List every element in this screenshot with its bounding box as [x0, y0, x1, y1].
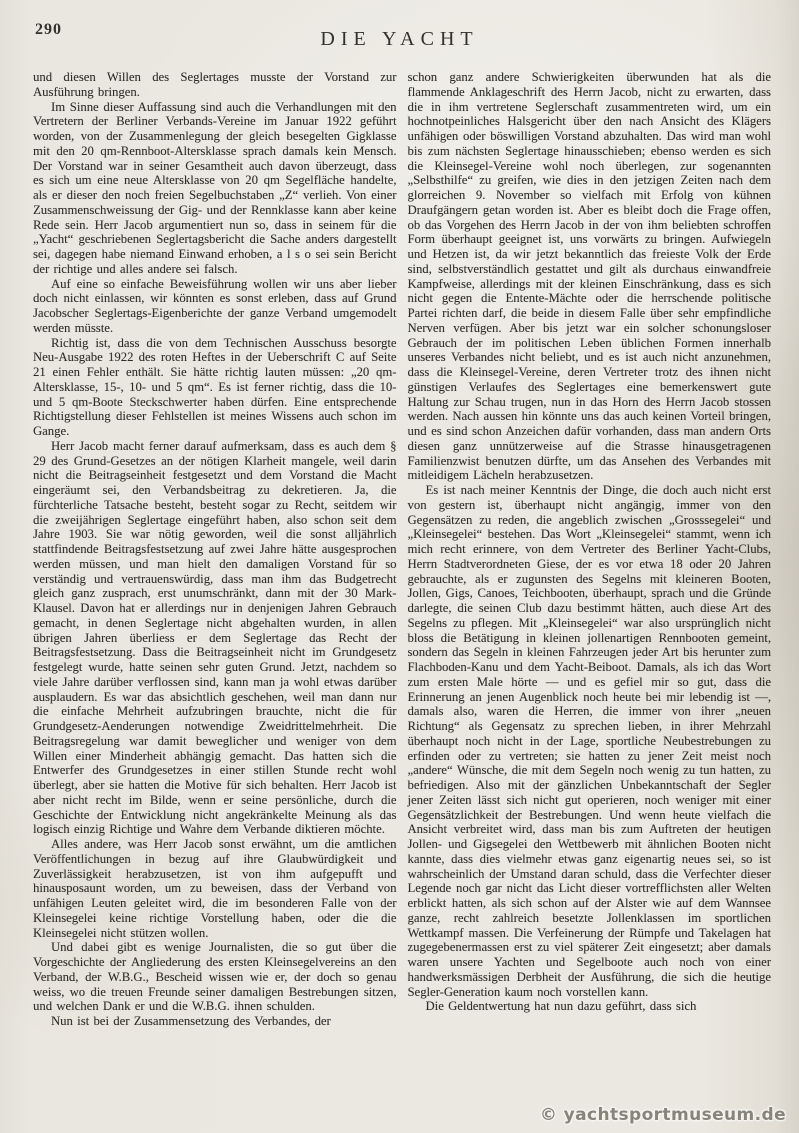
paragraph: Richtig ist, dass die von dem Technischen Ausschuss besorgte Neu-Ausgabe 1922 des roten Heftes in der Ueberschrift C auf Seite 21 einen Fehler enthält. Sie hätte richtig lauten müssen: „20 qm-Altersklasse, 15-, 10- und 5 qm“. Es ist ferner richtig, dass die 10- und 5 qm-Boote Steckschwerter haben dürfen. Eine entsprechende Richtigstellung dieser Fehlstellen ist meines Wissens auch schon im Gange.: [33, 335, 397, 438]
page-header: [0, 0, 799, 70]
paragraph: und diesen Willen des Seglertages musste der Vorstand zur Ausführung bringen.: [33, 70, 397, 99]
page-number: 290: [35, 21, 62, 38]
paragraph: Herr Jacob macht ferner darauf aufmerksam, dass es auch dem § 29 des Grund-Gesetzes an der nötigen Klarheit mangele, weil darin nicht die Beitragseinheit festgesetzt und dem Vorstand die Macht eingeräumt sei, den Verbandsbeitrag zu dekretieren. Ja, die fürchterliche Tatsache besteht, besteht sogar zu Recht, seitdem wir die zweijährigen Seglertage eingeführt haben, also schon seit dem Jahre 1903. Sie war nötig geworden, weil die sonst alljährlich stattfindende Beitragsfestsetzung auf zwei Jahre hätte ausgesprochen werden müssen, und man hielt den damaligen Vorstand für so verständig und vertrauenswürdig, dass man ihm das Budgetrecht gleich ganz zusprach, erst unumschränkt, dann mit der 30 Mark-Klausel. Davon hat er allerdings nur in denjenigen Jahren Gebrauch gemacht, in denen Seglertage nicht abgehalten wurden, in allen übrigen Jahren überliess er dem Seglertage das Recht der Beitragsfestsetzung. Dass die Beitragseinheit nicht im Grundgesetz festgelegt wurde, hatte seinen sehr guten Grund. Jetzt, nachdem so viele Jahre darüber verflossen sind, kann man ja wohl etwas darüber ausplaudern. Es war das absichtlich geschehen, weil man dann nur die einfache Mehrheit aufzubringen brauchte, nicht die für Grundgesetz-Aenderungen notwendige Zweidrittelmehrheit. Die Beitragsregelung war damit beweglicher und weniger von dem Willen einer Minderheit abhängig gemacht. Das hatten sich die Entwerfer des Grundgesetzes in einer stillen Stunde recht wohl überlegt, aber sie hatten die Motive für sich behalten. Herr Jacob ist aber nicht recht im Bilde, wenn er seine persönliche, durch die Geschichte der Entwicklung nicht angekränkelte Meinung als das logisch einzig Richtige und Wahre dem Verbande diktieren möchte.: [33, 438, 397, 837]
paragraph: Nun ist bei der Zusammensetzung des Verbandes, der: [51, 1014, 331, 1028]
paragraph: schon ganz andere Schwierigkeiten überwunden hat als die flammende Anklageschrift des Herrn Jacob, nicht zu erwarten, dass die in ihm vertretene Seglerschaft zusammentreten wird, um ein hochnotpeinliches Halsgericht über den nach Ansicht des Klägers unfähigen oder böswilligen Vorstand abzuhalten. Das wird man wohl bis zum nächsten Seglertage hinausschieben; ebenso werden es sich die Kleinsegel-Vereine wohl noch überlegen, zur sogenannten „Selbsthilfe“ zu greifen, wie dies in den jetzigen Zeiten nach dem glorreichen 9. November so vielfach mit Erfolg von kühnen Draufgängern getan worden ist. Aber es bleibt doch die Frage offen, ob das Vorgehen des Herrn Jacob in der von ihm beliebten schroffen Form überhaupt geeignet ist, uns vorwärts zu bringen. Aufwiegeln und Hetzen ist, da wir jetzt bekanntlich das freieste Volk der Erde sind, selbstverständlich gestattet und gilt als durchaus einwandfreie Kampfweise, allerdings mit der kleinen Einschränkung, dass es sich nicht gegen die Entente-Mächte oder die herrschende politische Partei richten darf, die beide in diesem Falle über sehr empfindliche Nerven verfügen. Aber bis jetzt war ein solcher schonungsloser Gebrauch der im politischen Leben üblichen Formen innerhalb unseres Verbandes nicht beliebt, und es ist auch nicht anzunehmen, dass die Kleinsegel-Vereine, deren Vertreter trotz des ihnen nicht günstigen Verlaufes des Seglertages eine bemerkenswert gute Haltung zur Schau trugen, nun in das Horn des Herrn Jacob stossen werden. Nach aussen hin könnte uns das auch keinen Vorteil bringen, und es sind schon Anzeichen dafür vorhanden, dass man andern Orts diesen ganz unnützerweise auf die Strasse hinausgetragenen Familienzwist benutzen dürfte, um das Ansehen des Verbandes mit mitleidigem Lächeln herabzusetzen.: [407, 70, 771, 483]
paragraph: Und dabei gibt es wenige Journalisten, die so gut über die Vorgeschichte der Angliederung des ersten Kleinsegelvereins an den Verband, der W.B.G., Bescheid wissen wie er, der doch so genau weiss, wo die treuen Freunde seiner damaligen Bestrebungen sitzen, und welchen Dank er und die W.B.G. ihnen schulden.: [33, 940, 397, 1014]
paragraph: Es ist nach meiner Kenntnis der Dinge, die doch auch nicht erst von gestern ist, überhaupt nicht angängig, immer von den Gegensätzen zu reden, die angeblich zwischen „Grosssegelei“ und „Kleinsegelei“ bestehen. Das Wort „Kleinsegelei“ stammt, wenn ich mich recht erinnere, von dem Vertreter des Berliner Yacht-Clubs, Herrn Stadtverordneten Giese, der es vor etwa 18 oder 20 Jahren gebrauchte, als er zugunsten des Segelns mit kleineren Booten, Jollen, Gigs, Canoes, Teichbooten, überhaupt, sprach und die Gründe darlegte, die seinen Club dazu bestimmt hätten, auch diese Art des Segelns zu pflegen. Mit „Kleinsegelei“ war also ursprünglich nicht bloss die Betätigung in kleinen jollenartigen Rennbooten gemeint, sondern das Segeln in kleinen Fahrzeugen jeder Art bis herunter zum Flachboden-Kanu und dem Yacht-Beiboot. Damals, als ich das Wort zum ersten Male hörte — und es gefiel mir so gut, dass die Erinnerung an jenen Augenblick noch heute bei mir lebendig ist —, damals also, waren die Herren, die immer von ihrer „neuen Richtung“ als Gegensatz zu sprechen lieben, in ihrer Mehrzahl überhaupt noch nicht in der Lage, sportliche Neubestrebungen zu erfinden oder zu vertreten; sie hatten zu jener Zeit meist noch „andere“ Wünsche, die mit dem Segeln noch wenig zu tun hatten, zu befriedigen. Also mit der gänzlichen Unbekanntschaft der Segler jener Zeiten lässt sich nicht gut operieren, noch weniger mit einer Gegensätzlichkeit der Bestrebungen. Und wenn heute vielfach die Ansicht verbreitet wird, dass man bis zum Auftreten der heutigen Jollen- und Gigsegelei den Wettbewerb mit ähnlichen Booten nicht kannte, dass dies vielmehr etwas ganz eigenartig neues sei, so ist wahrscheinlich der Umstand daran schuld, dass die Verfechter dieser Legende noch gar nicht das Licht dieser vortrefflichsten aller Welten erblickt hatten, als sich schon auf der Alster wie auf dem Wannsee ganze, recht zahlreich besetzte Jollenklassen im sportlichen Wettkampf massen. Die Verfeinerung der Rümpfe und Takelagen hat zugegebenermassen erst zu viel späterer Zeit eingesetzt; aber damals waren unsere Yachten und Segelboote auch noch von einer handwerksmässigen Derbheit der Ausführung, die sich die heutige Segler-Generation kaum noch vorstellen kann.: [407, 483, 771, 999]
column-right: [408, 70, 772, 1029]
magazine-title: DIE YACHT: [320, 28, 479, 50]
paragraph: Alles andere, was Herr Jacob sonst erwähnt, um die amtlichen Veröffentlichungen in bezug auf ihre Glaubwürdigkeit und Zuverlässigkeit herabzusetzen, ist von ihm aufgepufft und hinausposaunt worden, um zu beweisen, dass der Verband von unfähigen Leuten geleitet wird, die im besonderen Falle von der Kleinsegelei keine richtige Vorstellung haben, oder die die Kleinsegelei nicht stützen wollen.: [33, 837, 397, 940]
paragraph: Auf eine so einfache Beweisführung wollen wir uns aber lieber doch nicht einlassen, wir könnten es sonst erleben, dass auf Grund Jacobscher Seglertags-Eigenberichte der ganze Verband umgemodelt werden müsste.: [33, 276, 397, 335]
paragraph: Im Sinne dieser Auffassung sind auch die Verhandlungen mit den Vertretern der Berliner Verbands-Vereine im Januar 1922 geführt worden, von der Zusammenlegung der gleich besegelten Gigklasse mit den 20 qm-Rennboot-Altersklasse sprach damals kein Mensch. Der Vorstand war in seiner Gesamtheit auch davon überzeugt, dass es sich um eine neue Altersklasse von 20 qm Segelfläche handelte, als er dieser den noch freien Segelbuchstaben „Z“ verlieh. Von einer Zusammenschweissung der Gig- und der Rennklasse kann aber keine Rede sein. Herr Jacob argumentiert nun so, dass in seinem für die „Yacht“ geschriebenen Seglertagsbericht die Sache anders dargestellt sei, dagegen habe niemand Einwand erhoben, a l s o sei sein Bericht der richtige und alles andere sei falsch.: [33, 99, 397, 276]
watermark: © yachtsportmuseum.de: [539, 1105, 786, 1125]
article-body: [33, 70, 771, 1029]
paragraph: Die Geldentwertung hat nun dazu geführt, dass sich: [425, 999, 697, 1014]
column-left: [33, 70, 397, 1029]
